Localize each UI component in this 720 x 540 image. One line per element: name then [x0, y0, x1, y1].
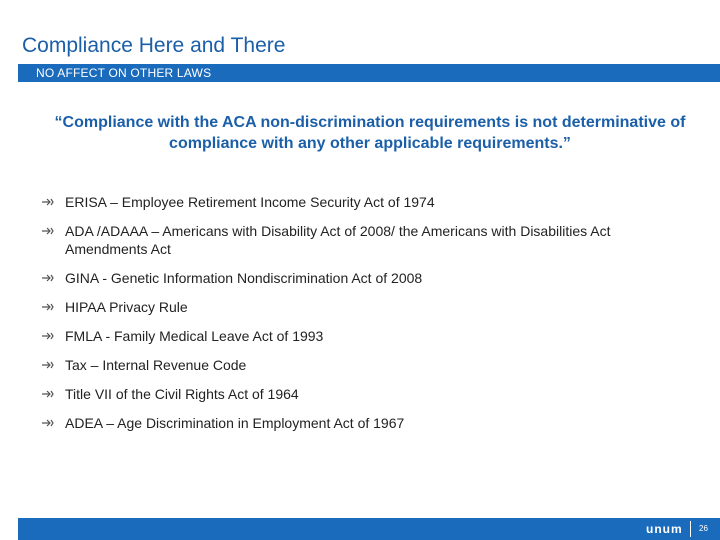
arrow-bullet-icon [42, 197, 54, 207]
list-item-label: Tax – Internal Revenue Code [65, 357, 247, 373]
list-item [42, 356, 682, 374]
list-item [42, 327, 682, 345]
arrow-bullet-icon [42, 273, 54, 283]
list-item [42, 222, 682, 258]
footer-divider [690, 521, 691, 537]
list-item-label: ADA /ADAAA – Americans with Disability Act of 2008/ the Americans with Disabilities Act Amendments Act [65, 223, 611, 257]
list-item-label: HIPAA Privacy Rule [65, 299, 188, 315]
list-item [42, 193, 682, 211]
list-item [42, 298, 682, 316]
unum-logo: unum [646, 522, 683, 536]
arrow-bullet-icon [42, 389, 54, 399]
subtitle-bar [18, 64, 720, 82]
list-item-label: GINA - Genetic Information Nondiscrimination Act of 2008 [65, 270, 423, 286]
list-item-label: Title VII of the Civil Rights Act of 1964 [65, 386, 299, 402]
list-item-label: ADEA – Age Discrimination in Employment Act of 1967 [65, 415, 405, 431]
arrow-bullet-icon [42, 418, 54, 428]
footer-bar [18, 518, 720, 540]
page-number: 26 [699, 524, 708, 533]
arrow-bullet-icon [42, 302, 54, 312]
list-item [42, 269, 682, 287]
list-item-label: ERISA – Employee Retirement Income Security Act of 1974 [65, 194, 435, 210]
slide-title: Compliance Here and There [22, 34, 286, 57]
list-item [42, 414, 682, 432]
quote-text: “Compliance with the ACA non-discrimination requirements is not determinative of compliance with any other applicable requirements.” [54, 114, 686, 152]
list-item-label: FMLA - Family Medical Leave Act of 1993 [65, 328, 324, 344]
arrow-bullet-icon [42, 331, 54, 341]
arrow-bullet-icon [42, 360, 54, 370]
slide-subtitle: NO AFFECT ON OTHER LAWS [36, 66, 212, 80]
law-list [42, 193, 682, 443]
list-item [42, 385, 682, 403]
arrow-bullet-icon [42, 226, 54, 236]
